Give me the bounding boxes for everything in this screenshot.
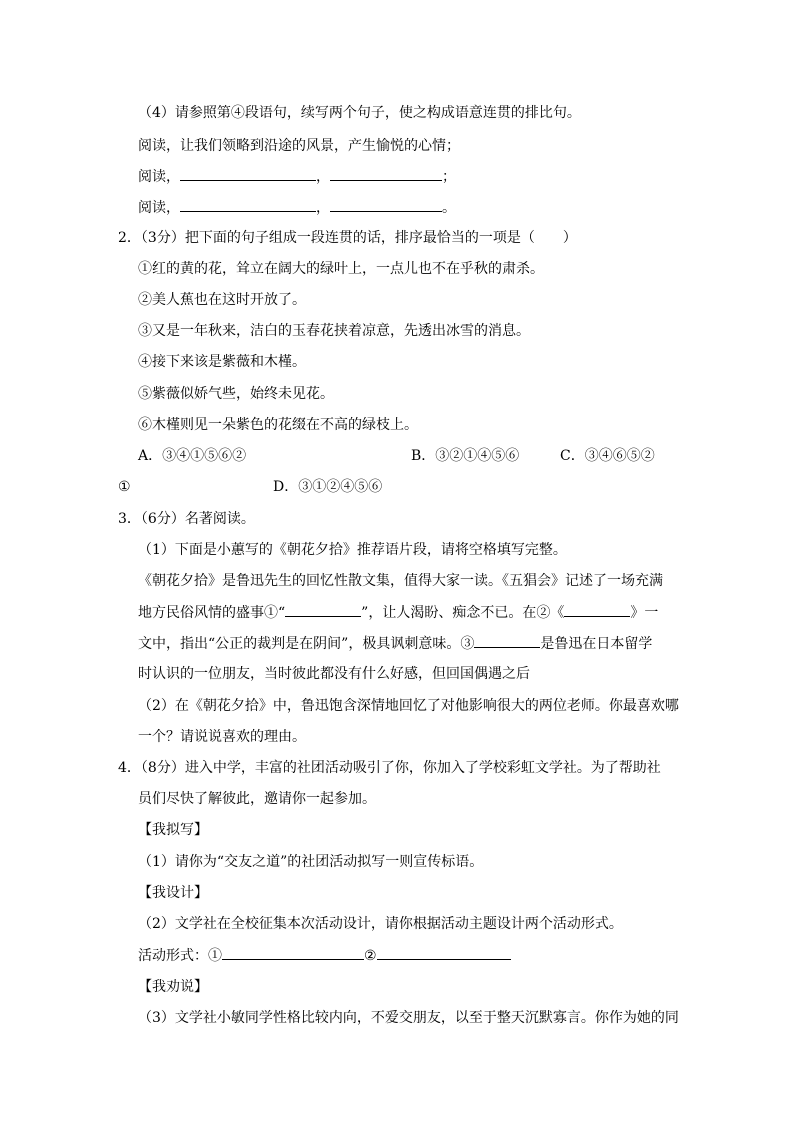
q2-sentence-2: ②美人蕉也在这时开放了。 (138, 292, 306, 308)
answer-blank-3[interactable] (474, 633, 540, 648)
para-l3-a: 文中，指出“公正的裁判是在阴间”，极具讽刺意味。③ (138, 636, 475, 652)
para-l2-b: ”，让人渴盼、痴念不已。在②《 (361, 605, 565, 621)
answer-blank[interactable] (180, 166, 316, 181)
q4-part1: （1）请你为“交友之道”的社团活动拟写一则宣传标语。 (138, 854, 484, 870)
answer-blank-2[interactable] (564, 602, 630, 617)
q1-part4-prompt: （4）请参照第④段语句，续写两个句子，使之构成语意连贯的排比句。 (138, 105, 581, 121)
q2-option-d[interactable]: D．③①②④⑤⑥ (273, 479, 383, 495)
answer-blank[interactable] (330, 197, 442, 212)
answer-blank-1[interactable] (285, 602, 361, 617)
q4-section-heading-2: 【我设计】 (138, 885, 208, 901)
answer-blank-form-2[interactable] (377, 945, 511, 960)
q3-part2-line2: 一个？请说说喜欢的理由。 (138, 729, 306, 745)
q1-part4-example: 阅读，让我们领略到沿途的风景，产生愉悦的心情； (138, 138, 460, 154)
answer-blank[interactable] (180, 197, 316, 212)
q3-part1: （1）下面是小蕙写的《朝花夕拾》推荐语片段，请将空格填写完整。 (138, 542, 567, 558)
form-mark-2: ② (364, 948, 377, 964)
q4-section-heading-3: 【我劝说】 (138, 979, 208, 995)
q2-sentence-3: ③又是一年秋来，洁白的玉春花挟着凉意，先透出冰雪的消息。 (138, 323, 530, 339)
q2-stem: 2．（3分）把下面的句子组成一段连贯的话，排序最恰当的一项是（ ） (118, 230, 577, 246)
q2-option-b[interactable]: B．③②①④⑤⑥ (411, 448, 520, 464)
line1-prefix: 阅读， (138, 169, 180, 185)
para-l2-c: 》一 (630, 605, 659, 621)
q4-activity-form (138, 945, 511, 966)
answer-blank[interactable] (330, 166, 442, 181)
form-label: 活动形式：① (138, 948, 222, 964)
q1-part4-line2 (138, 197, 456, 218)
q4-stem-line2: 员们尽快了解彼此，邀请你一起参加。 (138, 791, 376, 807)
line1-mid: ， (316, 169, 330, 185)
q3-para-line3 (138, 633, 652, 654)
q4-part2: （2）文学社在全校征集本次活动设计，请你根据活动主题设计两个活动形式。 (138, 916, 623, 932)
q2-sentence-1: ①红的黄的花，耸立在阔大的绿叶上，一点儿也不在乎秋的肃杀。 (138, 261, 544, 277)
line1-end: ； (442, 169, 456, 185)
q3-part2-line1: （2）在《朝花夕拾》中，鲁迅饱含深情地回忆了对他影响很大的两位老师。你最喜欢哪 (138, 698, 679, 714)
q3-para-line4: 时认识的一位朋友，当时彼此都没有什么好感，但回国偶遇之后 (138, 666, 530, 682)
q3-para-line1: 《朝花夕拾》是鲁迅先生的回忆性散文集，值得大家一读。《五猖会》记述了一场充满 (138, 573, 663, 589)
para-l2-a: 地方民俗风情的盛事①“ (138, 605, 286, 621)
q3-stem: 3．（6分）名著阅读。 (118, 511, 255, 527)
q2-option-c-cont[interactable]: ① (118, 479, 131, 495)
q2-option-a[interactable]: A．③④①⑤⑥② (138, 448, 247, 464)
q2-sentence-6: ⑥木槿则见一朵紫色的花缀在不高的绿枝上。 (138, 417, 418, 433)
q2-sentence-4: ④接下来该是紫薇和木槿。 (138, 354, 306, 370)
q4-section-heading-1: 【我拟写】 (138, 822, 208, 838)
q2-sentence-5: ⑤紫薇似娇气些，始终未见花。 (138, 386, 334, 402)
para-l3-b: 是鲁迅在日本留学 (540, 636, 653, 652)
line2-mid: ， (316, 200, 330, 216)
q4-stem-line1: 4．（8分）进入中学，丰富的社团活动吸引了你，你加入了学校彩虹文学社。为了帮助社 (118, 760, 661, 776)
line2-end: 。 (442, 200, 456, 216)
q4-part3: （3）文学社小敏同学性格比较内向，不爱交朋友，以至于整天沉默寡言。你作为她的同 (138, 1010, 679, 1026)
answer-blank-form-1[interactable] (222, 945, 364, 960)
q1-part4-line1 (138, 166, 456, 187)
line2-prefix: 阅读， (138, 200, 180, 216)
q3-para-line2 (138, 602, 658, 623)
q2-option-c[interactable]: C．③④⑥⑤② (560, 448, 655, 464)
